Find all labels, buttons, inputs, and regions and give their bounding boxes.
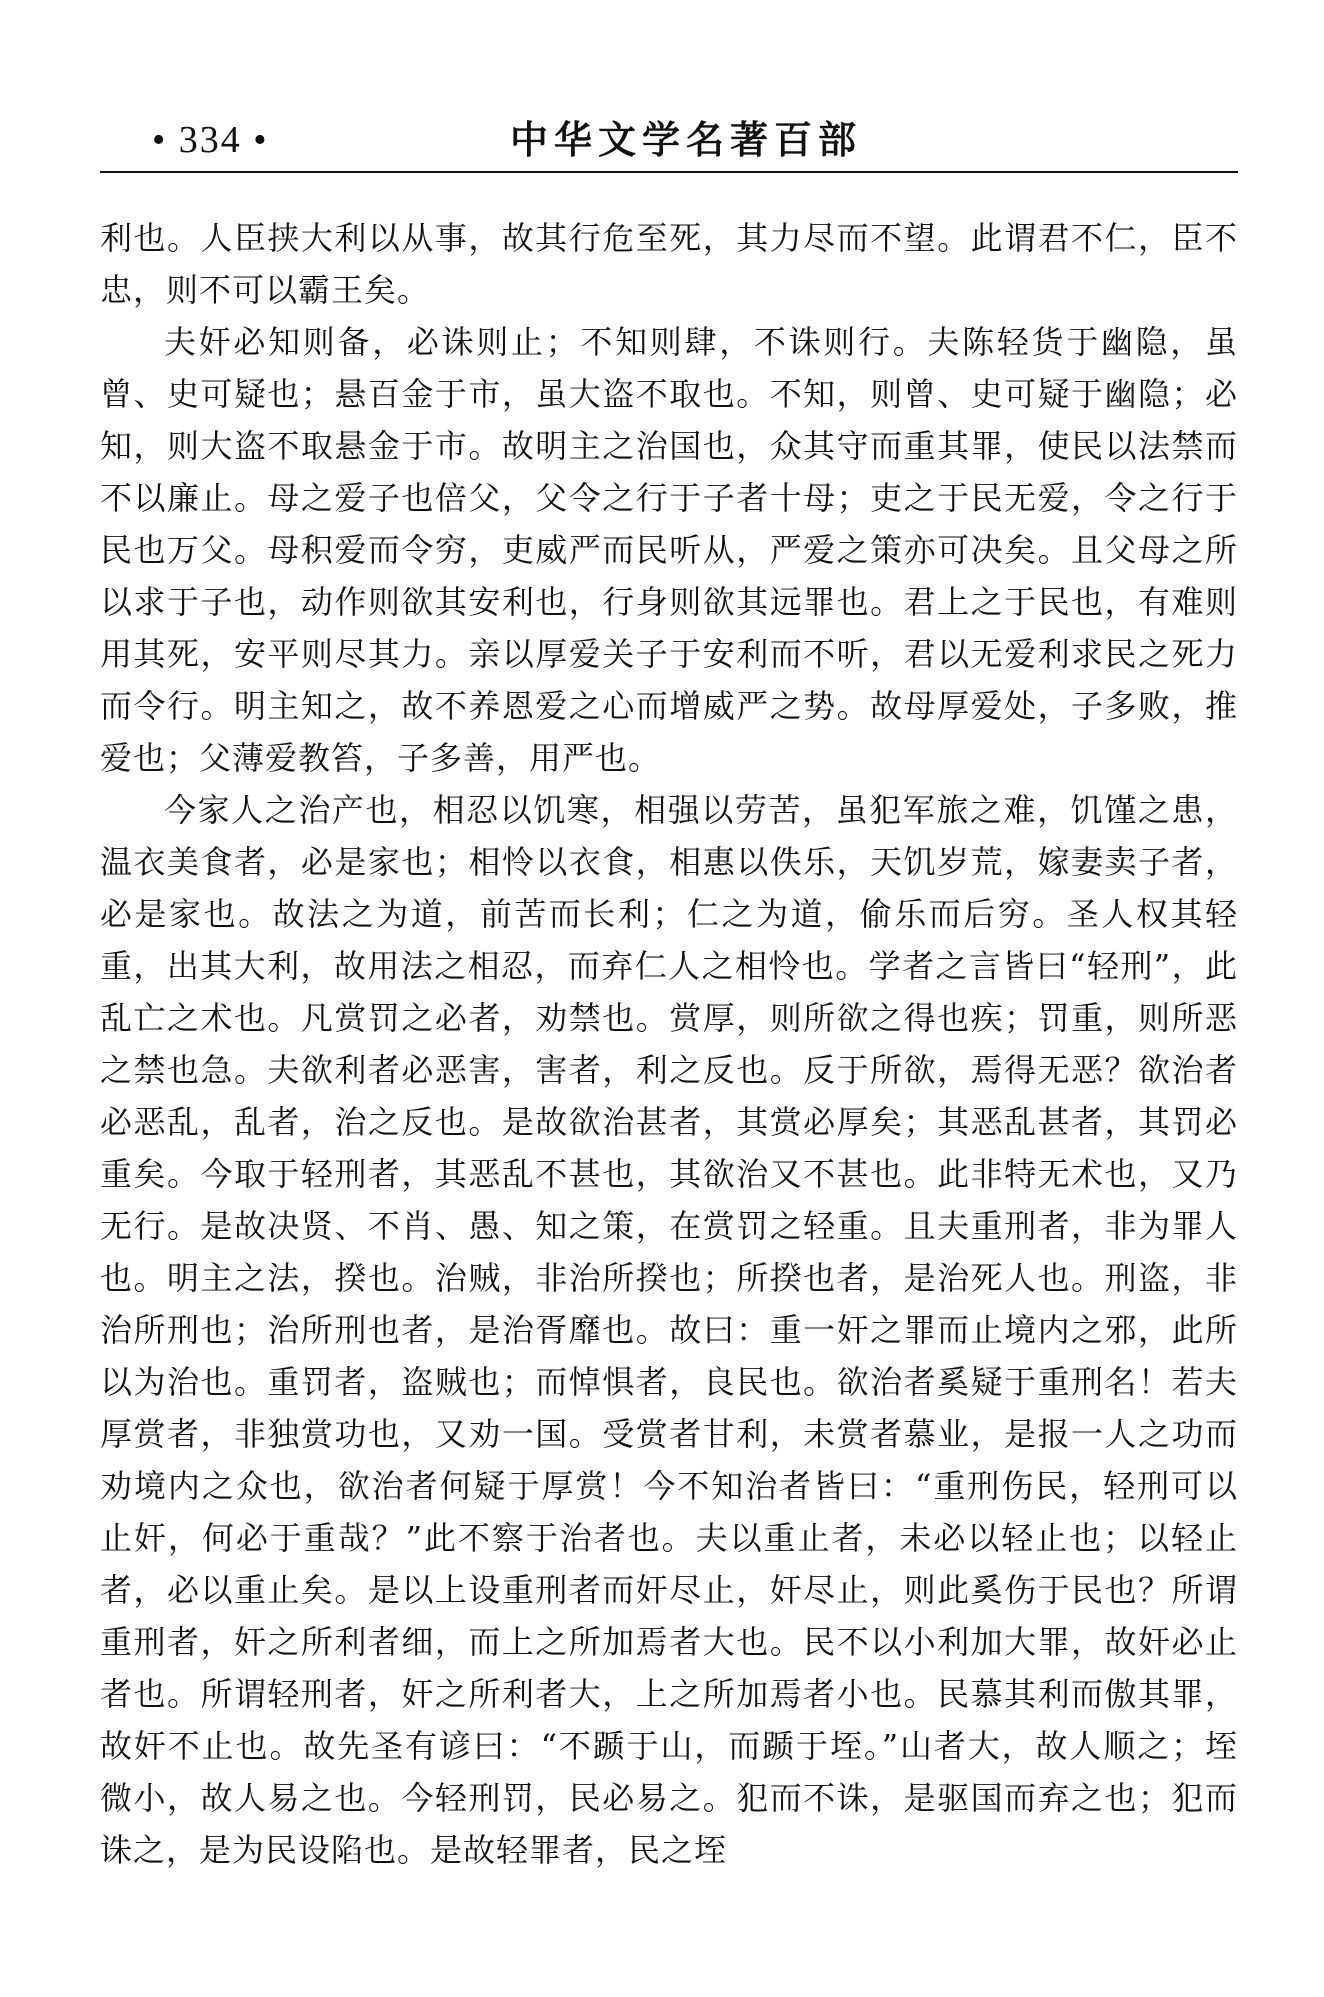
paragraph-continued: 利也。人臣挟大利以从事，故其行危至死，其力尽而不望。此谓君不仁，臣不忠，则不可以霸王矣。 <box>100 219 1238 309</box>
body-text <box>100 212 1238 1982</box>
header-divider <box>100 171 1238 173</box>
page-header <box>100 108 1238 172</box>
book-title: 中华文学名著百部 <box>510 117 863 162</box>
page-number: • 334 • <box>152 119 269 161</box>
paragraph: 夫奸必知则备，必诛则止；不知则肆，不诛则行。夫陈轻货于幽隐，虽曾、史可疑也；悬百金于市，虽大盗不取也。不知，则曾、史可疑于幽隐；必知，则大盗不取悬金于市。故明主之治国也，众其守而重其罪，使民以法禁而不以廉止。母之爱子也倍父，父令之行于子者十母；吏之于民无爱，令之行于民也万父。母积爱而令穷，吏威严而民听从，严爱之策亦可决矣。且父母之所以求于子也，动作则欲其安利也，行身则欲其远罪也。君上之于民也，有难则用其死，安平则尽其力。亲以厚爱关子于安利而不听，君以无爱利求民之死力而令行。明主知之，故不养恩爱之心而增威严之势。故母厚爱处，子多败，推爱也；父薄爱教笞，子多善，用严也。 <box>100 323 1238 777</box>
paragraph: 今家人之治产也，相忍以饥寒，相强以劳苦，虽犯军旅之难，饥馑之患，温衣美食者，必是家也；相怜以衣食，相惠以佚乐，天饥岁荒，嫁妻卖子者，必是家也。故法之为道，前苦而长利；仁之为道，偷乐而后穷。圣人权其轻重，出其大利，故用法之相忍，而弃仁人之相怜也。学者之言皆曰“轻刑”，此乱亡之术也。凡赏罚之必者，劝禁也。赏厚，则所欲之得也疾；罚重，则所恶之禁也急。夫欲利者必恶害，害者，利之反也。反于所欲，焉得无恶？欲治者必恶乱，乱者，治之反也。是故欲治甚者，其赏必厚矣；其恶乱甚者，其罚必重矣。今取于轻刑者，其恶乱不甚也，其欲治又不甚也。此非特无术也，又乃无行。是故决贤、不肖、愚、知之策，在赏罚之轻重。且夫重刑者，非为罪人也。明主之法，揆也。治贼，非治所揆也；所揆也者，是治死人也。刑盗，非治所刑也；治所刑也者，是治胥靡也。故曰：重一奸之罪而止境内之邪，此所以为治也。重罚者，盗贼也；而悼惧者，良民也。欲治者奚疑于重刑名！若夫厚赏者，非独赏功也，又劝一国。受赏者甘利，未赏者慕业，是报一人之功而劝境内之众也，欲治者何疑于厚赏！今不知治者皆曰：“重刑伤民，轻刑可以止奸，何必于重哉？”此不察于治者也。夫以重止者，未必以轻止也；以轻止者，必以重止矣。是以上设重刑者而奸尽止，奸尽止，则此奚伤于民也？所谓重刑者，奸之所利者细，而上之所加焉者大也。民不以小利加大罪，故奸必止者也。所谓轻刑者，奸之所利者大，上之所加焉者小也。民慕其利而傲其罪，故奸不止也。故先圣有谚曰：“不踬于山，而踬于垤。”山者大，故人顺之；垤微小，故人易之也。今轻刑罚，民必易之。犯而不诛，是驱国而弃之也；犯而诛之，是为民设陷也。是故轻罪者，民之垤 <box>100 791 1238 1869</box>
